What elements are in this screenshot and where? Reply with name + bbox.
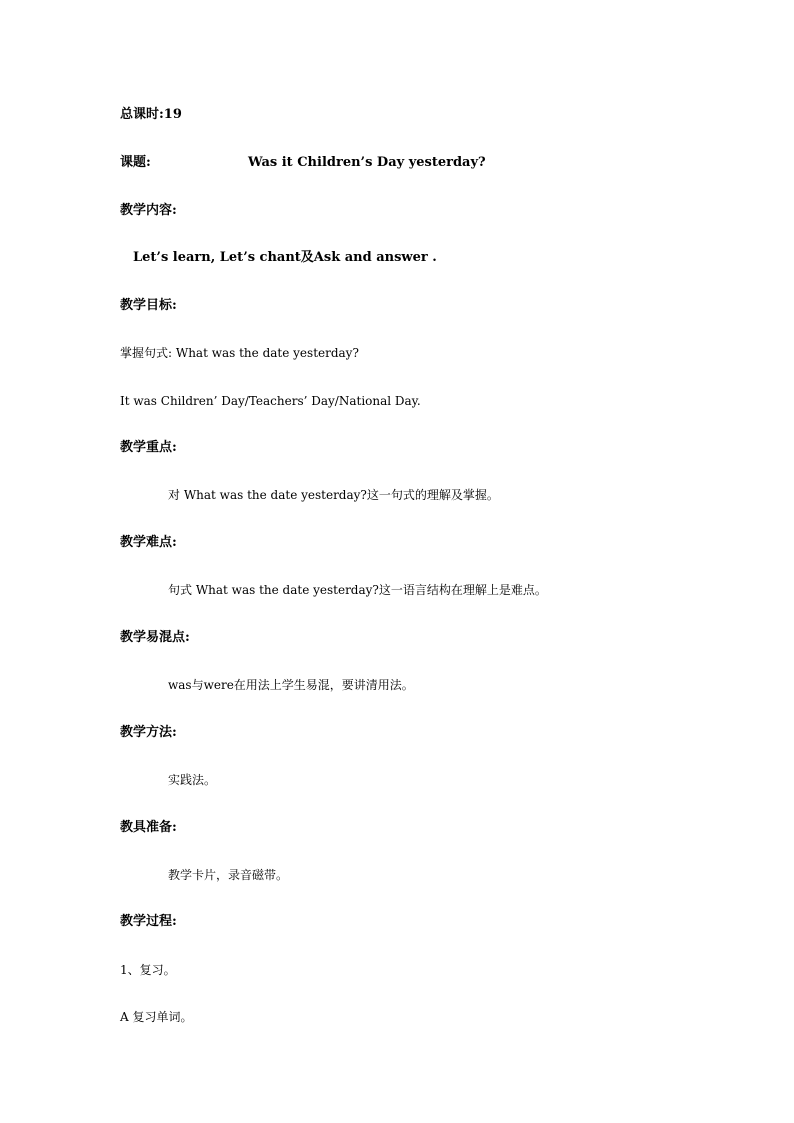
content-text: Let’s learn, Let’s chant及Ask and answer . [133,250,437,265]
key-points-text: 对 What was the date yesterday?这一句式的理解及掌握。 [168,488,499,502]
process-step-1a: A 复习单词。 [120,1010,193,1024]
process-label: 教学过程: [120,914,177,929]
key-points-label: 教学重点: [120,440,177,455]
total-lessons: 总课时:19 [120,107,182,122]
methods-label: 教学方法: [120,725,177,740]
objectives-label: 教学目标: [120,298,177,313]
topic-label: 课题: [120,155,151,170]
content-label: 教学内容: [120,203,177,218]
topic-title: Was it Children’s Day yesterday? [248,155,486,170]
difficulties-text: 句式 What was the date yesterday?这一语言结构在理解上是难点。 [168,583,547,597]
difficulties-label: 教学难点: [120,535,177,550]
process-step-1: 1、复习。 [120,963,176,977]
confusions-text: was与were在用法上学生易混，要讲清用法。 [168,678,414,692]
aids-text: 教学卡片，录音磁带。 [168,868,289,882]
aids-label: 教具准备: [120,820,177,835]
objectives-line-1: 掌握句式: What was the date yesterday? [120,346,359,360]
methods-text: 实践法。 [168,773,217,787]
topic-row [120,154,620,172]
objectives-line-2: It was Children’ Day/Teachers’ Day/National Day. [120,394,421,408]
confusions-label: 教学易混点: [120,630,190,645]
